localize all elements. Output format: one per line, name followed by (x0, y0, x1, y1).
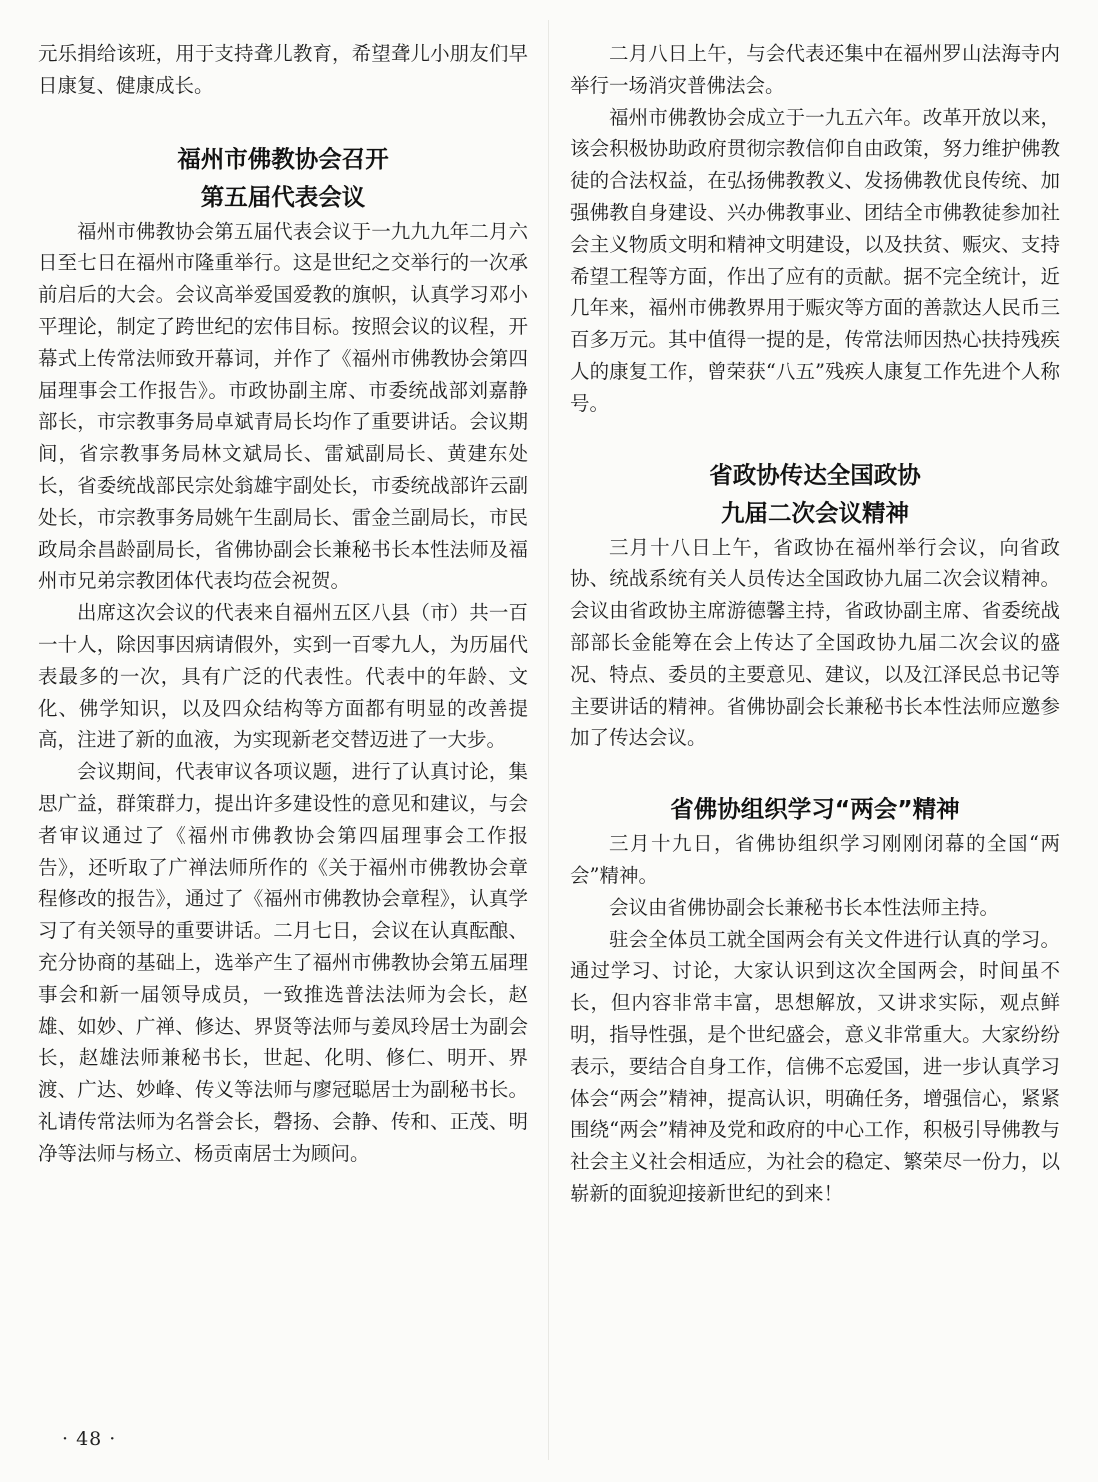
article-paragraph: 福州市佛教协会成立于一九五六年。改革开放以来，该会积极协助政府贯彻宗教信仰自由政策，努力维护佛教徒的合法权益，在弘扬佛教教义、发扬佛教优良传统、加强佛教自身建设、兴办佛教事业、团结全市佛教徒参加社会主义物质文明和精神文明建设，以及扶贫、赈灾、支持希望工程等方面，作出了应有的贡献。据不完全统计，近几年来，福州市佛教界用于赈灾等方面的善款达人民币三百多万元。其中值得一提的是，传常法师因热心扶持残疾人的康复工作，曾荣获“八五”残疾人康复工作先进个人称号。 (570, 105, 1060, 415)
article-title-line1: 省政协传达全国政协 (709, 460, 921, 489)
article-cppcc-session (570, 456, 1060, 755)
article-fuzhou-buddhist-congress (38, 140, 528, 1170)
article-title-line2: 九届二次会议精神 (721, 498, 909, 527)
article-paragraph: 出席这次会议的代表来自福州五区八县（市）共一百一十人，除因事因病请假外，实到一百零九人，为历届代表最多的一次，具有广泛的代表性。代表中的年龄、文化、佛学知识，以及四众结构等方面都有明显的改善提高，注进了新的血液，为实现新老交替迈进了一大步。 (38, 601, 528, 752)
page-number: · 48 · (62, 1428, 117, 1450)
article-paragraph: 三月十九日，省佛协组织学习刚刚闭幕的全国“两会”精神。 (570, 832, 1060, 887)
article-paragraph: 福州市佛教协会第五届代表会议于一九九九年二月六日至七日在福州市隆重举行。这是世纪之交举行的一次承前启后的大会。会议高举爱国爱教的旗帜，认真学习邓小平理论，制定了跨世纪的宏伟目标。按照会议的议程，开幕式上传常法师致开幕词，并作了《福州市佛教协会第四届理事会工作报告》。市政协副主席、市委统战部刘嘉静部长，市宗教事务局卓斌青局长均作了重要讲话。会议期间，省宗教事务局林文斌局长、雷斌副局长、黄建东处长，省委统战部民宗处翁雄宇副处长，市委统战部许云副处长，市宗教事务局姚午生副局长、雷金兰副局长，市民政局余昌龄副局长，省佛协副会长兼秘书长本性法师及福州市兄弟宗教团体代表均莅会祝贺。 (38, 219, 528, 593)
article-paragraph: 驻会全体员工就全国两会有关文件进行认真的学习。通过学习、讨论，大家认识到这次全国两会，时间虽不长，但内容非常丰富，思想解放，又讲求实际，观点鲜明，指导性强，是个世纪盛会，意义非常重大。大家纷纷表示，要结合自身工作，信佛不忘爱国，进一步认真学习体会“两会”精神，提高认识，明确任务，增强信心，紧紧围绕“两会”精神及党和政府的中心工作，积极引导佛教与社会主义社会相适应，为社会的稳定、繁荣尽一份力，以崭新的面貌迎接新世纪的到来！ (570, 927, 1060, 1205)
article-paragraph: 会议期间，代表审议各项议题，进行了认真讨论，集思广益，群策群力，提出许多建设性的意见和建议，与会者审议通过了《福州市佛教协会第四届理事会工作报告》，还听取了广禅法师所作的《关于福州市佛教协会章程修改的报告》，通过了《福州市佛教协会章程》，认真学习了有关领导的重要讲话。二月七日，会议在认真酝酿、充分协商的基础上，选举产生了福州市佛教协会第五届理事会和新一届领导成员，一致推选普法法师为会长，赵雄、如妙、广禅、修达、界贤等法师与姜凤玲居士为副会长，赵雄法师兼秘书长，世起、化明、修仁、明开、界渡、广达、妙峰、传义等法师与廖冠聪居士为副秘书长。礼请传常法师为名誉会长，磬扬、会静、传和、正茂、明净等法师与杨立、杨贡南居士为顾问。 (38, 760, 528, 1165)
right-column (570, 38, 1060, 1210)
column-gutter (548, 20, 549, 1460)
article-paragraph: 二月八日上午，与会代表还集中在福州罗山法海寺内举行一场消灾普佛法会。 (570, 42, 1060, 97)
article-two-sessions-study (570, 790, 1060, 1210)
article-paragraph: 会议由省佛协副会长兼秘书长本性法师主持。 (609, 895, 1000, 919)
left-column (38, 38, 528, 1170)
article-title-line1: 福州市佛教协会召开 (177, 144, 389, 173)
article-title-line2: 第五届代表会议 (200, 182, 366, 211)
continuation-paragraph: 元乐捐给该班，用于支持聋儿教育，希望聋儿小朋友们早日康复、健康成长。 (38, 42, 528, 97)
article-title: 省佛协组织学习“两会”精神 (670, 795, 960, 824)
article-paragraph: 三月十八日上午，省政协在福州举行会议，向省政协、统战系统有关人员传达全国政协九届二次会议精神。会议由省政协主席游德馨主持，省政协副主席、省委统战部部长金能筹在会上传达了全国政协九届二次会议的盛况、特点、委员的主要意见、建议，以及江泽民总书记等主要讲话的精神。省佛协副会长兼秘书长本性法师应邀参加了传达会议。 (570, 535, 1060, 750)
